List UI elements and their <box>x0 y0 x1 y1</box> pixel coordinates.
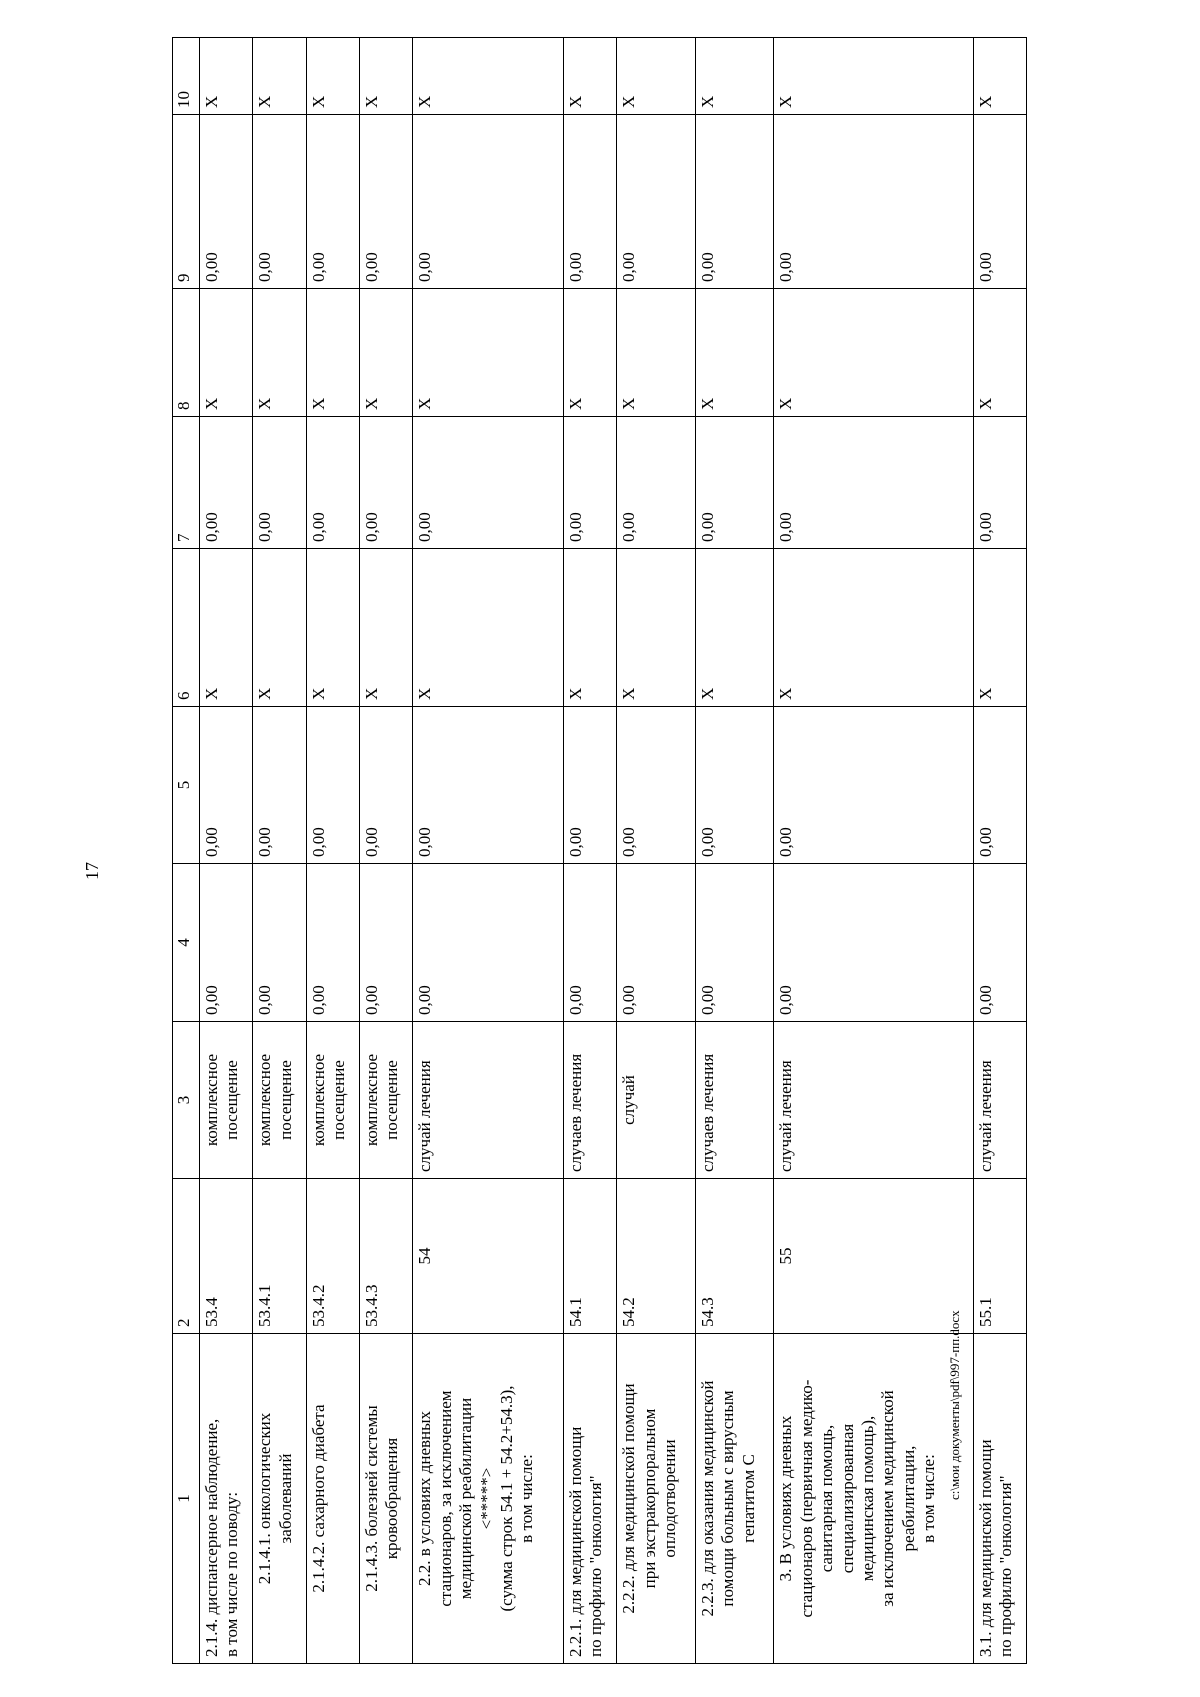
table-cell-col-6: X <box>563 549 616 707</box>
table-cell-col-5: 0,00 <box>253 707 306 864</box>
column-header: 7 <box>173 417 200 549</box>
table-cell-col-7: 0,00 <box>563 417 616 549</box>
table-row <box>695 38 774 1664</box>
table-cell-col-4: 0,00 <box>200 864 253 1022</box>
table-header-row <box>173 38 200 1664</box>
table-cell-col-8: X <box>360 289 413 417</box>
table-cell-col-9: 0,00 <box>774 115 973 289</box>
table-cell-col-4: 0,00 <box>695 864 774 1022</box>
table-cell-col-6: X <box>695 549 774 707</box>
table-cell-col-4: 0,00 <box>253 864 306 1022</box>
table-cell-col-1: 2.2. в условиях дневных стационаров, за исключением медицинской реабилитации <*****> (сумма строк 54.1 + 54.2+54.3), в том числе: <box>413 1334 564 1664</box>
table-cell-col-10: X <box>360 38 413 115</box>
table-cell-col-2: 55.1 <box>973 1179 1026 1334</box>
table-cell-col-1: 2.1.4.1. онкологических заболеваний <box>253 1334 306 1664</box>
table-cell-col-1: 2.2.3. для оказания медицинской помощи больным с вирусным гепатитом С <box>695 1334 774 1664</box>
table-cell-col-10: X <box>253 38 306 115</box>
table-cell-col-10: X <box>306 38 359 115</box>
table-cell-col-2: 53.4 <box>200 1179 253 1334</box>
table-cell-col-8: X <box>253 289 306 417</box>
table-cell-col-5: 0,00 <box>563 707 616 864</box>
table-row <box>617 38 696 1664</box>
table-cell-col-6: X <box>200 549 253 707</box>
table-cell-col-9: 0,00 <box>360 115 413 289</box>
table-cell-col-3: случай <box>617 1022 696 1179</box>
table-cell-col-2: 54.1 <box>563 1179 616 1334</box>
table-cell-col-5: 0,00 <box>617 707 696 864</box>
table-cell-col-2: 54 <box>413 1179 564 1334</box>
column-header: 2 <box>173 1179 200 1334</box>
table-cell-col-3: случай лечения <box>774 1022 973 1179</box>
column-header: 6 <box>173 549 200 707</box>
table-cell-col-4: 0,00 <box>973 864 1026 1022</box>
table-cell-col-1: 2.2.2. для медицинской помощи при экстракорпоральном оплодотворении <box>617 1334 696 1664</box>
column-header: 8 <box>173 289 200 417</box>
table-cell-col-1: 2.1.4.3. болезней системы кровообращения <box>360 1334 413 1664</box>
table-row <box>563 38 616 1664</box>
table-cell-col-5: 0,00 <box>360 707 413 864</box>
table-cell-col-4: 0,00 <box>563 864 616 1022</box>
table-cell-col-2: 53.4.1 <box>253 1179 306 1334</box>
table-cell-col-7: 0,00 <box>413 417 564 549</box>
table-cell-col-3: случаев лечения <box>695 1022 774 1179</box>
table-row <box>253 38 306 1664</box>
table-cell-col-8: X <box>973 289 1026 417</box>
column-header: 1 <box>173 1334 200 1664</box>
table-cell-col-3: случай лечения <box>973 1022 1026 1179</box>
table-cell-col-10: X <box>413 38 564 115</box>
table-cell-col-7: 0,00 <box>774 417 973 549</box>
table-cell-col-2: 55 <box>774 1179 973 1334</box>
table-cell-col-1: 3.1. для медицинской помощи по профилю "онкология" <box>973 1334 1026 1664</box>
column-header: 10 <box>173 38 200 115</box>
table-cell-col-4: 0,00 <box>413 864 564 1022</box>
column-header: 4 <box>173 864 200 1022</box>
table-cell-col-10: X <box>973 38 1026 115</box>
table-row <box>413 38 564 1664</box>
table-cell-col-4: 0,00 <box>360 864 413 1022</box>
table-cell-col-10: X <box>563 38 616 115</box>
table-cell-col-7: 0,00 <box>360 417 413 549</box>
table-cell-col-10: X <box>774 38 973 115</box>
table-cell-col-9: 0,00 <box>617 115 696 289</box>
table-cell-col-8: X <box>774 289 973 417</box>
table-cell-col-7: 0,00 <box>973 417 1026 549</box>
table-cell-col-2: 53.4.3 <box>360 1179 413 1334</box>
table-cell-col-10: X <box>200 38 253 115</box>
table-cell-col-8: X <box>200 289 253 417</box>
column-header: 9 <box>173 115 200 289</box>
data-table <box>172 37 1027 1664</box>
table-cell-col-2: 54.2 <box>617 1179 696 1334</box>
table-cell-col-8: X <box>306 289 359 417</box>
column-header: 3 <box>173 1022 200 1179</box>
table-cell-col-3: комплексное посещение <box>200 1022 253 1179</box>
table-cell-col-8: X <box>617 289 696 417</box>
table-cell-col-6: X <box>253 549 306 707</box>
table-cell-col-5: 0,00 <box>200 707 253 864</box>
table-row <box>973 38 1026 1664</box>
table-cell-col-6: X <box>973 549 1026 707</box>
table-cell-col-7: 0,00 <box>695 417 774 549</box>
data-table-container <box>172 38 1027 1664</box>
table-cell-col-3: комплексное посещение <box>253 1022 306 1179</box>
table-cell-col-3: случай лечения <box>413 1022 564 1179</box>
table-cell-col-9: 0,00 <box>306 115 359 289</box>
table-cell-col-1: 3. В условиях дневных стационаров (первичная медико- санитарная помощь, специализированная медицинская помощь), за исключением медицинской реабилитации, в том числе: <box>774 1334 973 1664</box>
table-cell-col-6: X <box>617 549 696 707</box>
table-cell-col-4: 0,00 <box>774 864 973 1022</box>
table-row <box>360 38 413 1664</box>
table-cell-col-10: X <box>617 38 696 115</box>
table-cell-col-5: 0,00 <box>973 707 1026 864</box>
table-cell-col-3: комплексное посещение <box>306 1022 359 1179</box>
table-cell-col-3: случаев лечения <box>563 1022 616 1179</box>
page-number: 17 <box>82 862 102 880</box>
table-cell-col-9: 0,00 <box>973 115 1026 289</box>
table-cell-col-8: X <box>695 289 774 417</box>
table-cell-col-4: 0,00 <box>617 864 696 1022</box>
table-cell-col-4: 0,00 <box>306 864 359 1022</box>
table-cell-col-1: 2.1.4. диспансерное наблюдение, в том числе по поводу: <box>200 1334 253 1664</box>
table-cell-col-1: 2.1.4.2. сахарного диабета <box>306 1334 359 1664</box>
table-cell-col-7: 0,00 <box>617 417 696 549</box>
table-cell-col-1: 2.2.1. для медицинской помощи по профилю "онкология" <box>563 1334 616 1664</box>
table-cell-col-5: 0,00 <box>695 707 774 864</box>
table-cell-col-6: X <box>306 549 359 707</box>
table-cell-col-9: 0,00 <box>563 115 616 289</box>
table-cell-col-6: X <box>774 549 973 707</box>
table-cell-col-5: 0,00 <box>774 707 973 864</box>
table-cell-col-8: X <box>563 289 616 417</box>
table-cell-col-7: 0,00 <box>306 417 359 549</box>
table-cell-col-9: 0,00 <box>200 115 253 289</box>
table-cell-col-10: X <box>695 38 774 115</box>
table-cell-col-2: 53.4.2 <box>306 1179 359 1334</box>
table-cell-col-6: X <box>413 549 564 707</box>
table-cell-col-6: X <box>360 549 413 707</box>
table-cell-col-7: 0,00 <box>253 417 306 549</box>
table-cell-col-7: 0,00 <box>200 417 253 549</box>
table-cell-col-5: 0,00 <box>413 707 564 864</box>
table-cell-col-8: X <box>413 289 564 417</box>
table-cell-col-3: комплексное посещение <box>360 1022 413 1179</box>
table-row <box>306 38 359 1664</box>
table-cell-col-5: 0,00 <box>306 707 359 864</box>
footer-file-path: с:\мои документы\pdf\997-пп.docx <box>947 1310 962 1500</box>
table-cell-col-9: 0,00 <box>695 115 774 289</box>
table-cell-col-2: 54.3 <box>695 1179 774 1334</box>
table-cell-col-9: 0,00 <box>413 115 564 289</box>
table-cell-col-9: 0,00 <box>253 115 306 289</box>
table-row <box>200 38 253 1664</box>
column-header: 5 <box>173 707 200 864</box>
